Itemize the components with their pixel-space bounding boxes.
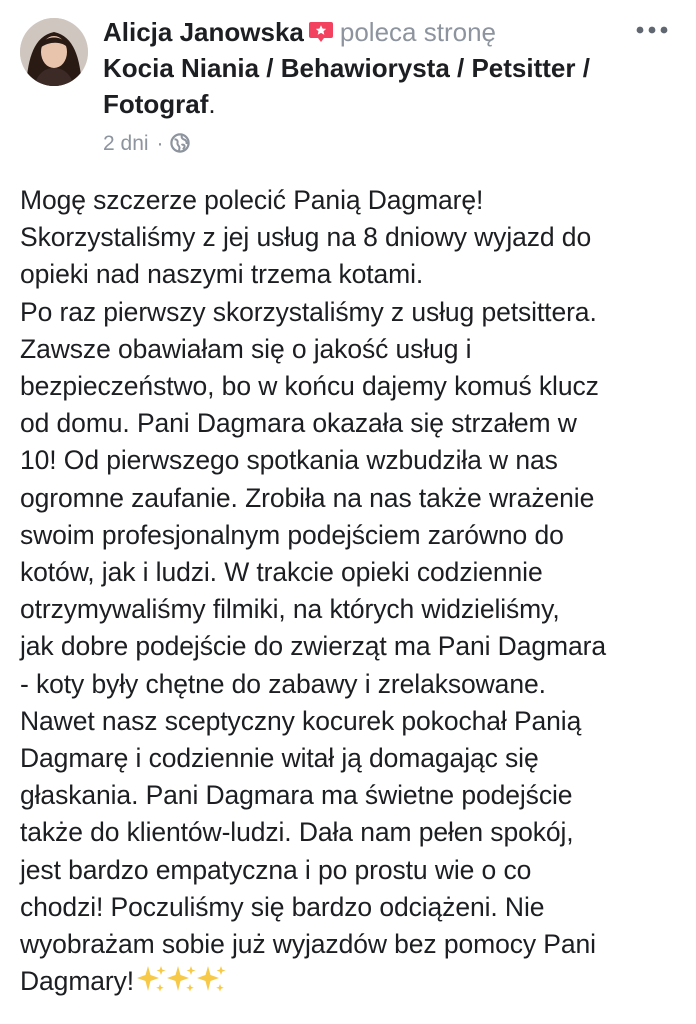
recommended-page-link[interactable]: Kocia Niania / Behawiorysta / Petsitter / Fotograf xyxy=(103,53,590,119)
page-name-period: . xyxy=(208,89,216,119)
globe-icon[interactable] xyxy=(170,133,190,153)
post-timestamp[interactable]: 2 dni xyxy=(103,132,149,155)
avatar[interactable] xyxy=(20,18,88,86)
recommendation-badge-icon xyxy=(308,17,334,41)
post-meta xyxy=(103,130,190,158)
post-header xyxy=(0,0,696,170)
sparkles-emoji-group xyxy=(134,964,224,1004)
author-name[interactable]: Alicja Janowska xyxy=(103,17,304,47)
sparkles-icon xyxy=(194,964,228,994)
post-title xyxy=(103,14,623,122)
meta-separator: · xyxy=(156,132,164,155)
avatar-image xyxy=(20,18,88,86)
action-text: poleca stronę xyxy=(339,17,496,47)
post-text: Mogę szczerze polecić Panią Dagmarę! Skorzystaliśmy z jej usług na 8 dniowy wyjazd do opieki nad naszymi trzema kotami. Po raz pierwszy skorzystaliśmy z usług petsittera. Zawsze obawiałam się o jakość usług i bezpieczeństwo, bo w końcu dajemy komuś klucz od domu. Pani Dagmara okazała się strzałem w 10! Od pierwszego spotkania wzbudziła w nas ogromne zaufanie. Zrobiła na nas także wrażenie swoim profesjonalnym podejściem zarówno do kotów, jak i ludzi. W trakcie opieki codziennie otrzymywaliśmy filmiki, na których widzieliśmy, jak dobre podejście do zwierząt ma Pani Dagmara - koty były chętne do zabawy i zrelaksowane. Nawet nasz sceptyczny kocurek pokochał Panią Dagmarę i codziennie witał ją domagając się głaskania. Pani Dagmara ma świetne podejście także do klientów-ludzi. Dała nam pełen spokój, jest bardzo empatyczna i po prostu wie o co chodzi! Poczuliśmy się bardzo odciążeni. Nie wyobrażam sobie już wyjazdów bez pomocy Pani Dagmary! xyxy=(20,185,606,997)
sparkles-icon xyxy=(164,964,198,994)
post-body xyxy=(20,182,690,1004)
sparkles-icon xyxy=(134,964,168,994)
more-options-icon[interactable] xyxy=(634,22,670,38)
